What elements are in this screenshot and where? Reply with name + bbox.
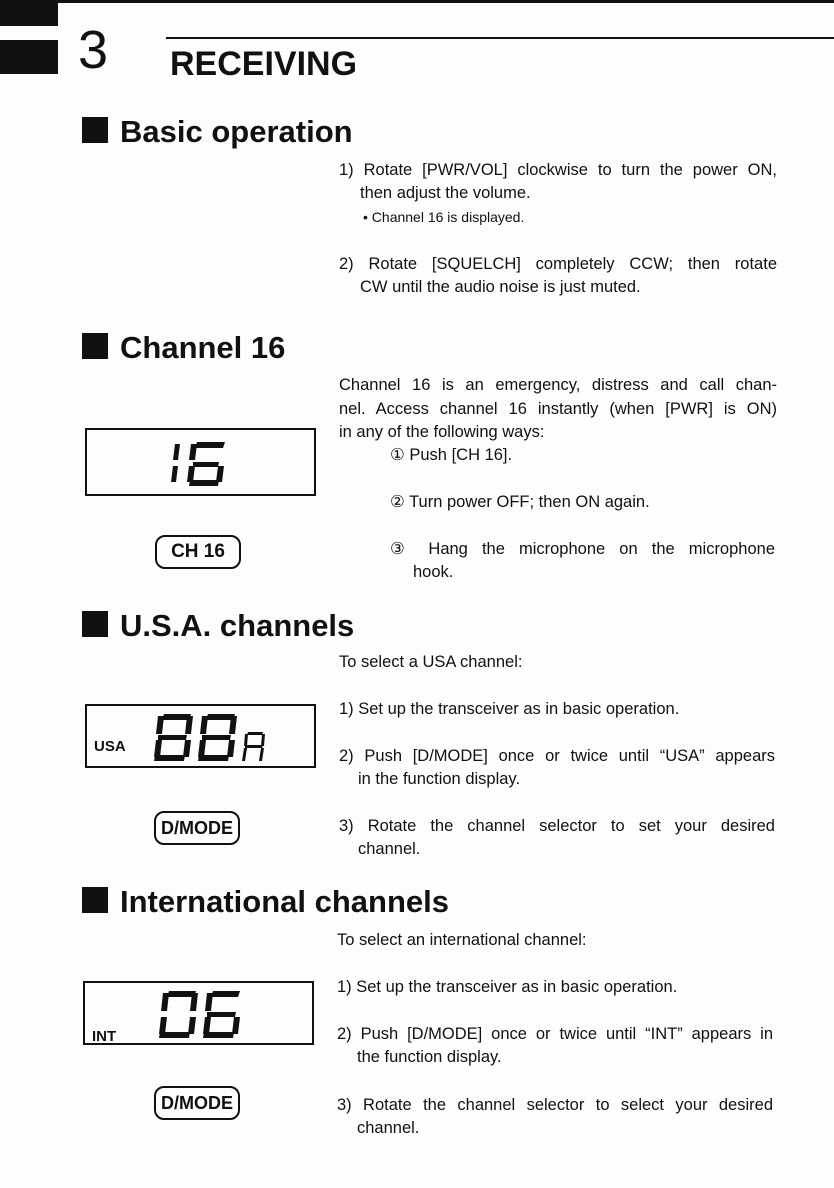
basic-step2-line1: 2) Rotate [SQUELCH] completely CCW; then rotate <box>339 255 777 273</box>
section-heading-basic: Basic operation <box>82 114 353 150</box>
chapter-rule <box>166 37 834 39</box>
section-heading-usa: U.S.A. channels <box>82 608 354 644</box>
intl-intro: To select an international channel: <box>337 931 587 949</box>
seven-segment-digits <box>87 706 314 766</box>
chapter-number: 3 <box>78 20 109 80</box>
ch16-intro-line1: Channel 16 is an emergency, distress and call chan- <box>339 376 777 394</box>
dmode-key-button[interactable]: D/MODE <box>154 1086 240 1120</box>
intl-step1: 1) Set up the transceiver as in basic operation. <box>337 978 678 996</box>
ch16-intro-line3: in any of the following ways: <box>339 423 545 441</box>
ch16-intro-line2: nel. Access channel 16 instantly (when [PWR] is ON) <box>339 400 777 418</box>
ch16-way2: ② Turn power OFF; then ON again. <box>390 493 650 511</box>
lcd-display-int <box>83 981 314 1045</box>
section-heading-intl: International channels <box>82 884 449 920</box>
usa-step3-line2: channel. <box>358 840 421 858</box>
square-bullet-icon <box>82 611 108 637</box>
lcd-display-usa <box>85 704 316 768</box>
square-bullet-icon <box>82 333 108 359</box>
square-bullet-icon <box>82 117 108 143</box>
lcd-mode-label: USA <box>94 738 126 755</box>
section-heading-ch16: Channel 16 <box>82 330 285 366</box>
usa-step3-line1: 3) Rotate the channel selector to set your desired <box>339 817 775 835</box>
chapter-title: RECEIVING <box>170 45 358 83</box>
ch16-key-button[interactable]: CH 16 <box>155 535 241 569</box>
basic-note: • Channel 16 is displayed. <box>363 209 525 225</box>
basic-step1-line1: 1) Rotate [PWR/VOL] clockwise to turn the power ON, <box>339 161 777 179</box>
basic-step2-line2: CW until the audio noise is just muted. <box>360 278 641 296</box>
intl-step2-line2: the function display. <box>357 1048 502 1066</box>
lcd-display-ch16 <box>85 428 316 496</box>
square-bullet-icon <box>82 887 108 913</box>
ch16-way1: ① Push [CH 16]. <box>390 446 513 464</box>
ch16-way3-line1: ③ Hang the microphone on the microphone <box>390 540 775 558</box>
top-rule <box>0 0 834 3</box>
seven-segment-digits <box>85 983 312 1043</box>
usa-step1: 1) Set up the transceiver as in basic operation. <box>339 700 680 718</box>
intl-step2-line1: 2) Push [D/MODE] once or twice until “INT” appears in <box>337 1025 773 1043</box>
seven-segment-digits <box>87 430 314 494</box>
intl-step3-line2: channel. <box>357 1119 420 1137</box>
chapter-tab-marker <box>0 0 58 26</box>
intl-step3-line1: 3) Rotate the channel selector to select your desired <box>337 1096 773 1114</box>
lcd-mode-label: INT <box>92 1028 117 1045</box>
basic-step1-line2: then adjust the volume. <box>360 184 531 202</box>
usa-intro: To select a USA channel: <box>339 653 523 671</box>
ch16-way3-line2: hook. <box>413 563 454 581</box>
dmode-key-button[interactable]: D/MODE <box>154 811 240 845</box>
usa-step2-line2: in the function display. <box>358 770 521 788</box>
usa-step2-line1: 2) Push [D/MODE] once or twice until “USA” appears <box>339 747 775 765</box>
chapter-tab-marker <box>0 40 58 74</box>
